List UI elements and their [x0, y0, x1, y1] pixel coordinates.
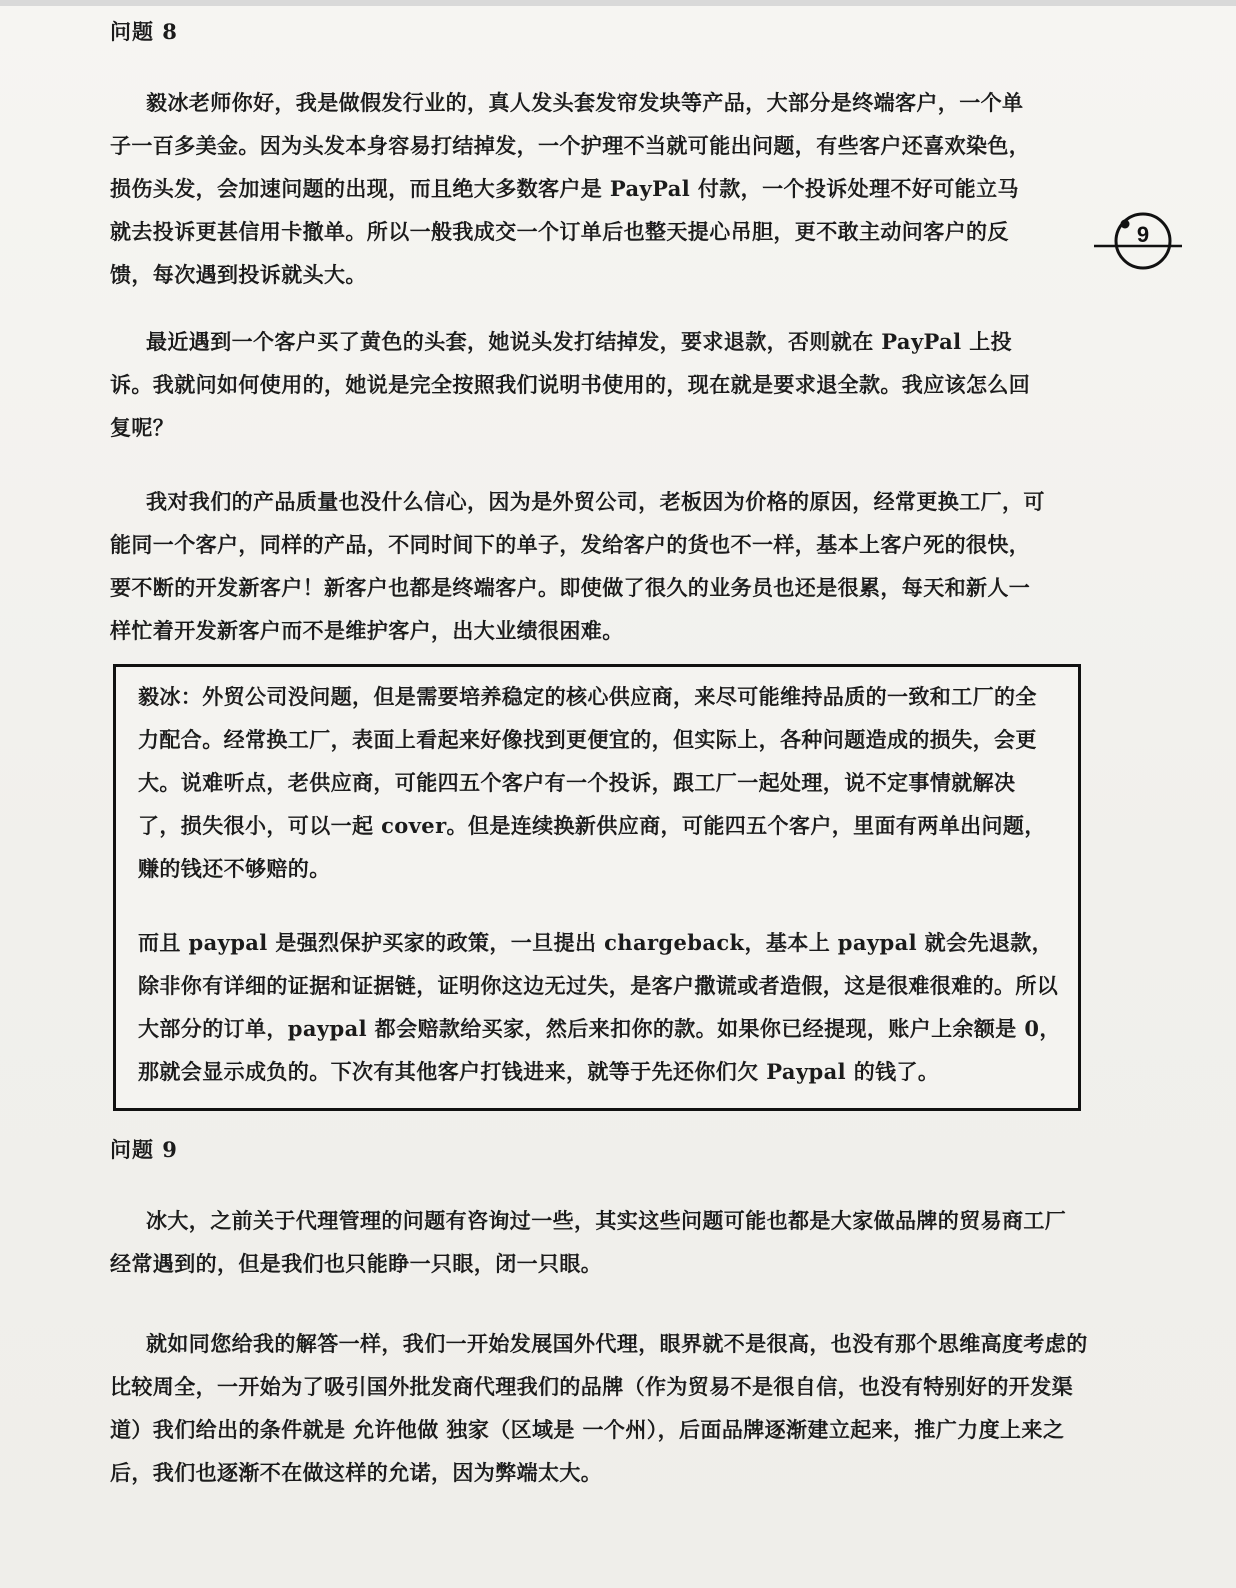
- question-9-heading: 问题 9: [110, 1137, 178, 1162]
- question-8-paragraph-1: 毅冰老师你好，我是做假发行业的，真人发头套发帘发块等产品，大部分是终端客户，一个单子一百多美金。因为头发本身容易打结掉发，一个护理不当就可能出问题，有些客户还喜欢染色，损伤头发，会加速问题的出现，而且绝大多数客户是 PayPal 付款，一个投诉处理不好可能立马就去投诉更甚信用卡撤单。所以一般我成交一个订单后也整天提心吊胆，更不敢主动问客户的反馈，每次遇到投诉就头大。: [110, 90, 1031, 287]
- page-number-circle-icon: [1094, 212, 1184, 272]
- scan-top-edge: [0, 0, 1236, 6]
- question-8-heading: 问题 8: [110, 19, 178, 44]
- answer-box: [113, 664, 1081, 1111]
- answer-paragraph-1: [138, 675, 1058, 890]
- answer-paragraph-2: 而且 paypal 是强烈保护买家的政策，一旦提出 chargeback，基本上 paypal 就会先退款，除非你有详细的证据和证据链，证明你这边无过失，是客户撒谎或者造假，这是很难很难的。所以大部分的订单，paypal 都会赔款给买家，然后来扣你的款。如果你已经提现，账户上余额是 0，那就会显示成负的。下次有其他客户打钱进来，就等于先还你们欠 Paypal 的钱了。: [138, 930, 1061, 1084]
- page-number: 9: [1136, 222, 1150, 247]
- question-9-paragraph-2: 就如同您给我的解答一样，我们一开始发展国外代理，眼界就不是很高，也没有那个思维高度考虑的比较周全，一开始为了吸引国外批发商代理我们的品牌（作为贸易不是很自信，也没有特别好的开发渠道）我们给出的条件就是 允许他做 独家（区域是 一个州），后面品牌逐渐建立起来，推广力度上来之后，我们也逐渐不在做这样的允诺，因为弊端太大。: [110, 1331, 1088, 1485]
- question-9-paragraph-1: 冰大，之前关于代理管理的问题有咨询过一些，其实这些问题可能也都是大家做品牌的贸易商工厂经常遇到的，但是我们也只能睁一只眼，闭一只眼。: [110, 1208, 1067, 1276]
- question-8-paragraph-3: 我对我们的产品质量也没什么信心，因为是外贸公司，老板因为价格的原因，经常更换工厂，可能同一个客户，同样的产品，不同时间下的单子，发给客户的货也不一样，基本上客户死的很快，要不断的开发新客户！新客户也都是终端客户。即使做了很久的业务员也还是很累，每天和新人一样忙着开发新客户而不是维护客户，出大业绩很困难。: [110, 489, 1045, 643]
- question-8-paragraph-2: 最近遇到一个客户买了黄色的头套，她说头发打结掉发，要求退款，否则就在 PayPal 上投诉。我就问如何使用的，她说是完全按照我们说明书使用的，现在就是要求退全款。我应该怎么回复呢？: [110, 329, 1031, 440]
- answer-text-1: 外贸公司没问题，但是需要培养稳定的核心供应商，来尽可能维持品质的一致和工厂的全力配合。经常换工厂，表面上看起来好像找到更便宜的，但实际上，各种问题造成的损失，会更大。说难听点，老供应商，可能四五个客户有一个投诉，跟工厂一起处理，说不定事情就解决了，损失很小，可以一起 cover。但是连续换新供应商，可能四五个客户，里面有两单出问题，赚的钱还不够赔的。: [138, 684, 1046, 881]
- answer-speaker: 毅冰：: [138, 684, 203, 709]
- page-number-mark: [1094, 212, 1184, 272]
